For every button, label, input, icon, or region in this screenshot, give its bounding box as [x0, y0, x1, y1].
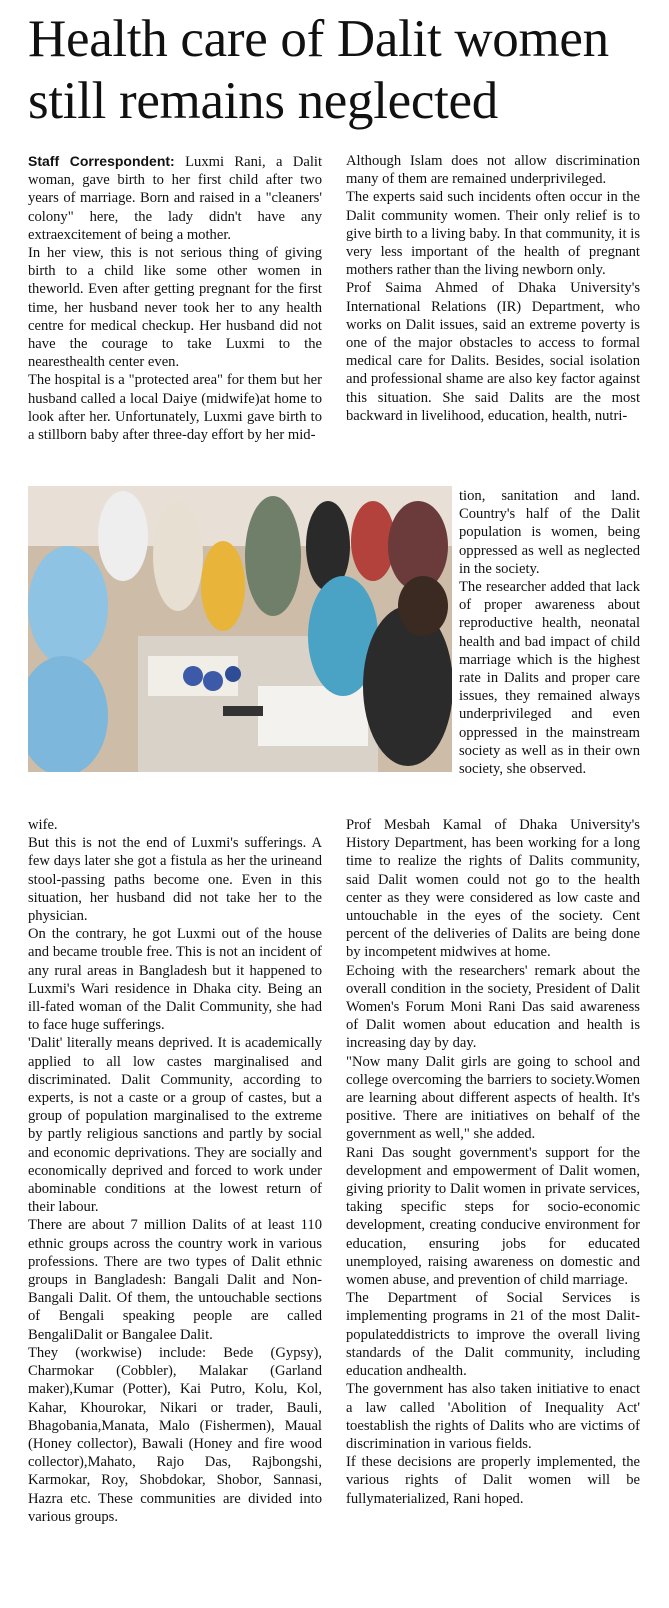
paragraph: Prof Mesbah Kamal of Dhaka University's History Department, has been working for a long time to realize the rights of Dalits community, said Dalit women could not go to the health center as they were considered as low caste and untouchable in the eyes of the society. Cent percent of the deliveries of Dalits are being done by incompetent midwives at home.	[346, 817, 640, 961]
left-column-bottom	[28, 816, 322, 1526]
paragraph: But this is not the end of Luxmi's sufferings. A few days later she got a fistula as her the urineand stool-passing paths become one. Even in this situation, her husband did not take her to the physician.	[28, 835, 322, 925]
paragraph: Rani Das sought government's support for the development and empowerment of Dalit women, giving priority to Dalit women in private services, taking specific steps for socio-economic development, creating conducive environment for education, ensuring jobs for educated unemployed, raising awareness on domestic and women abuse, and prevention of child marriage.	[346, 1144, 640, 1289]
paragraph: wife.	[28, 817, 58, 833]
paragraph-text: Luxmi Rani, a Dalit woman, gave birth to her first child after two years of marriage. Born and raised in a "cleaners' colony" here, the lady didn't have any extraexcitement of being a mother.	[28, 154, 322, 243]
paragraph: "Now many Dalit girls are going to school and college overcoming the barriers to society.Women are learning about different aspects of health. It's positive. There are initiatives on behalf of the government as well," she added.	[346, 1053, 640, 1143]
paragraph: tion, sanitation and land. Country's half of the Dalit population is women, being oppressed as well as neglected in the society.	[459, 488, 640, 577]
news-photo	[28, 486, 452, 772]
paragraph: The hospital is a "protected area" for them but her husband called a local Daiye (midwife)at home to look after her. Unfortunately, Luxmi gave birth to a stillborn baby after three-day effort by her mid-	[28, 372, 322, 444]
headline: Health care of Dalit women still remains neglected	[28, 10, 609, 130]
paragraph: On the contrary, he got Luxmi out of the house and became trouble free. This is not an incident of any rural areas in Bangladesh but it happened to Luxmi's Wari residence in Dhaka city. Being an ill-fated woman of the Dalit Community, she had to face huge sufferings.	[28, 926, 322, 1034]
paragraph: In her view, this is not serious thing of giving birth to a child like some other women in theworld. Even after getting pregnant for the first time, her husband never took her to any health centre for medical checkup. Her husband did not have the courage to take Luxmi to the nearesthealth center even.	[28, 245, 322, 371]
paragraph: The researcher added that lack of proper awareness about reproductive health, neonatal health and bad impact of child marriage which is the highest rate in Dalits and proper care issues, they remained always underprivileged and even oppressed in the mainstream society as well as in their own society, she observed.	[459, 579, 640, 778]
right-column-bottom	[346, 816, 640, 1508]
paragraph: If these decisions are properly implemented, the various rights of Dalit women will be fullymaterialized, Rani hoped.	[346, 1454, 640, 1507]
paragraph: Prof Saima Ahmed of Dhaka University's International Relations (IR) Department, who works on Dalit issues, said an extreme poverty is one of the major obstacles to access to formal medical care for Dalits. Besides, social isolation and professional shame are also key factor against this situation. She said Dalits are the most backward in livelihood, education, health, nutri-	[346, 280, 640, 424]
paragraph: There are about 7 million Dalits of at least 110 ethnic groups across the country work in various professions. There are two types of Dalit ethnic groups in Bangladesh: Bangali Dalit and Non-Bangali Dalit. Of them, the untouchable sections of Bengali speaking people are called BengaliDalit or Bangalee Dalit.	[28, 1217, 322, 1343]
right-column-wrap	[459, 487, 640, 778]
byline: Staff Correspondent:	[28, 153, 175, 169]
right-column-top	[346, 152, 640, 425]
photo-illustration	[28, 486, 452, 772]
paragraph	[28, 152, 322, 244]
paragraph: Echoing with the researchers' remark about the overall condition in the society, President of Dalit Women's Forum Moni Rani Das said awareness of Dalit women about education and health is increasing day by day.	[346, 962, 640, 1052]
paragraph: The experts said such incidents often occur in the Dalit community women. Their only relief is to give birth to a living baby. In that community, it is very less important of the health of pregnant mothers rather than the living newborn only.	[346, 189, 640, 279]
left-column-top	[28, 152, 322, 444]
paragraph: Although Islam does not allow discrimination many of them are remained underprivileged.	[346, 153, 640, 188]
paragraph: 'Dalit' literally means deprived. It is academically applied to all low castes marginalised and discriminated. Dalit Community, according to experts, is not a caste or a group of castes, but a group of population marginalised to the extreme by partly religious sanctions and partly by social and economic deprivations. They are socially and economically deprived and forced to work under abominable conditions at the lowest return of their labour.	[28, 1035, 322, 1216]
paragraph: The Department of Social Services is implementing programs in 21 of the most Dalit-populateddistricts to improve the overall living standards of the Dalit community, including education andhealth.	[346, 1290, 640, 1380]
paragraph: They (workwise) include: Bede (Gypsy), Charmokar (Cobbler), Malakar (Garland maker),Kumar (Potter), Kai Putro, Kolu, Kol, Kahar, Khourokar, Nikari or trader, Bauli, Bhagobania,Manata, Malo (Fishermen), Maual (Honey collector), Bawali (Honey and fire wood collector),Mahato, Rajo Das, Rajbongshi, Karmokar, Roy, Shobdokar, Shobor, Sannasi, Hazra etc. These communities are divided into various groups.	[28, 1344, 322, 1525]
paragraph: The government has also taken initiative to enact a law called 'Abolition of Inequality Act' toestablish the rights of Dalits who are victims of discrimination in various fields.	[346, 1381, 640, 1452]
